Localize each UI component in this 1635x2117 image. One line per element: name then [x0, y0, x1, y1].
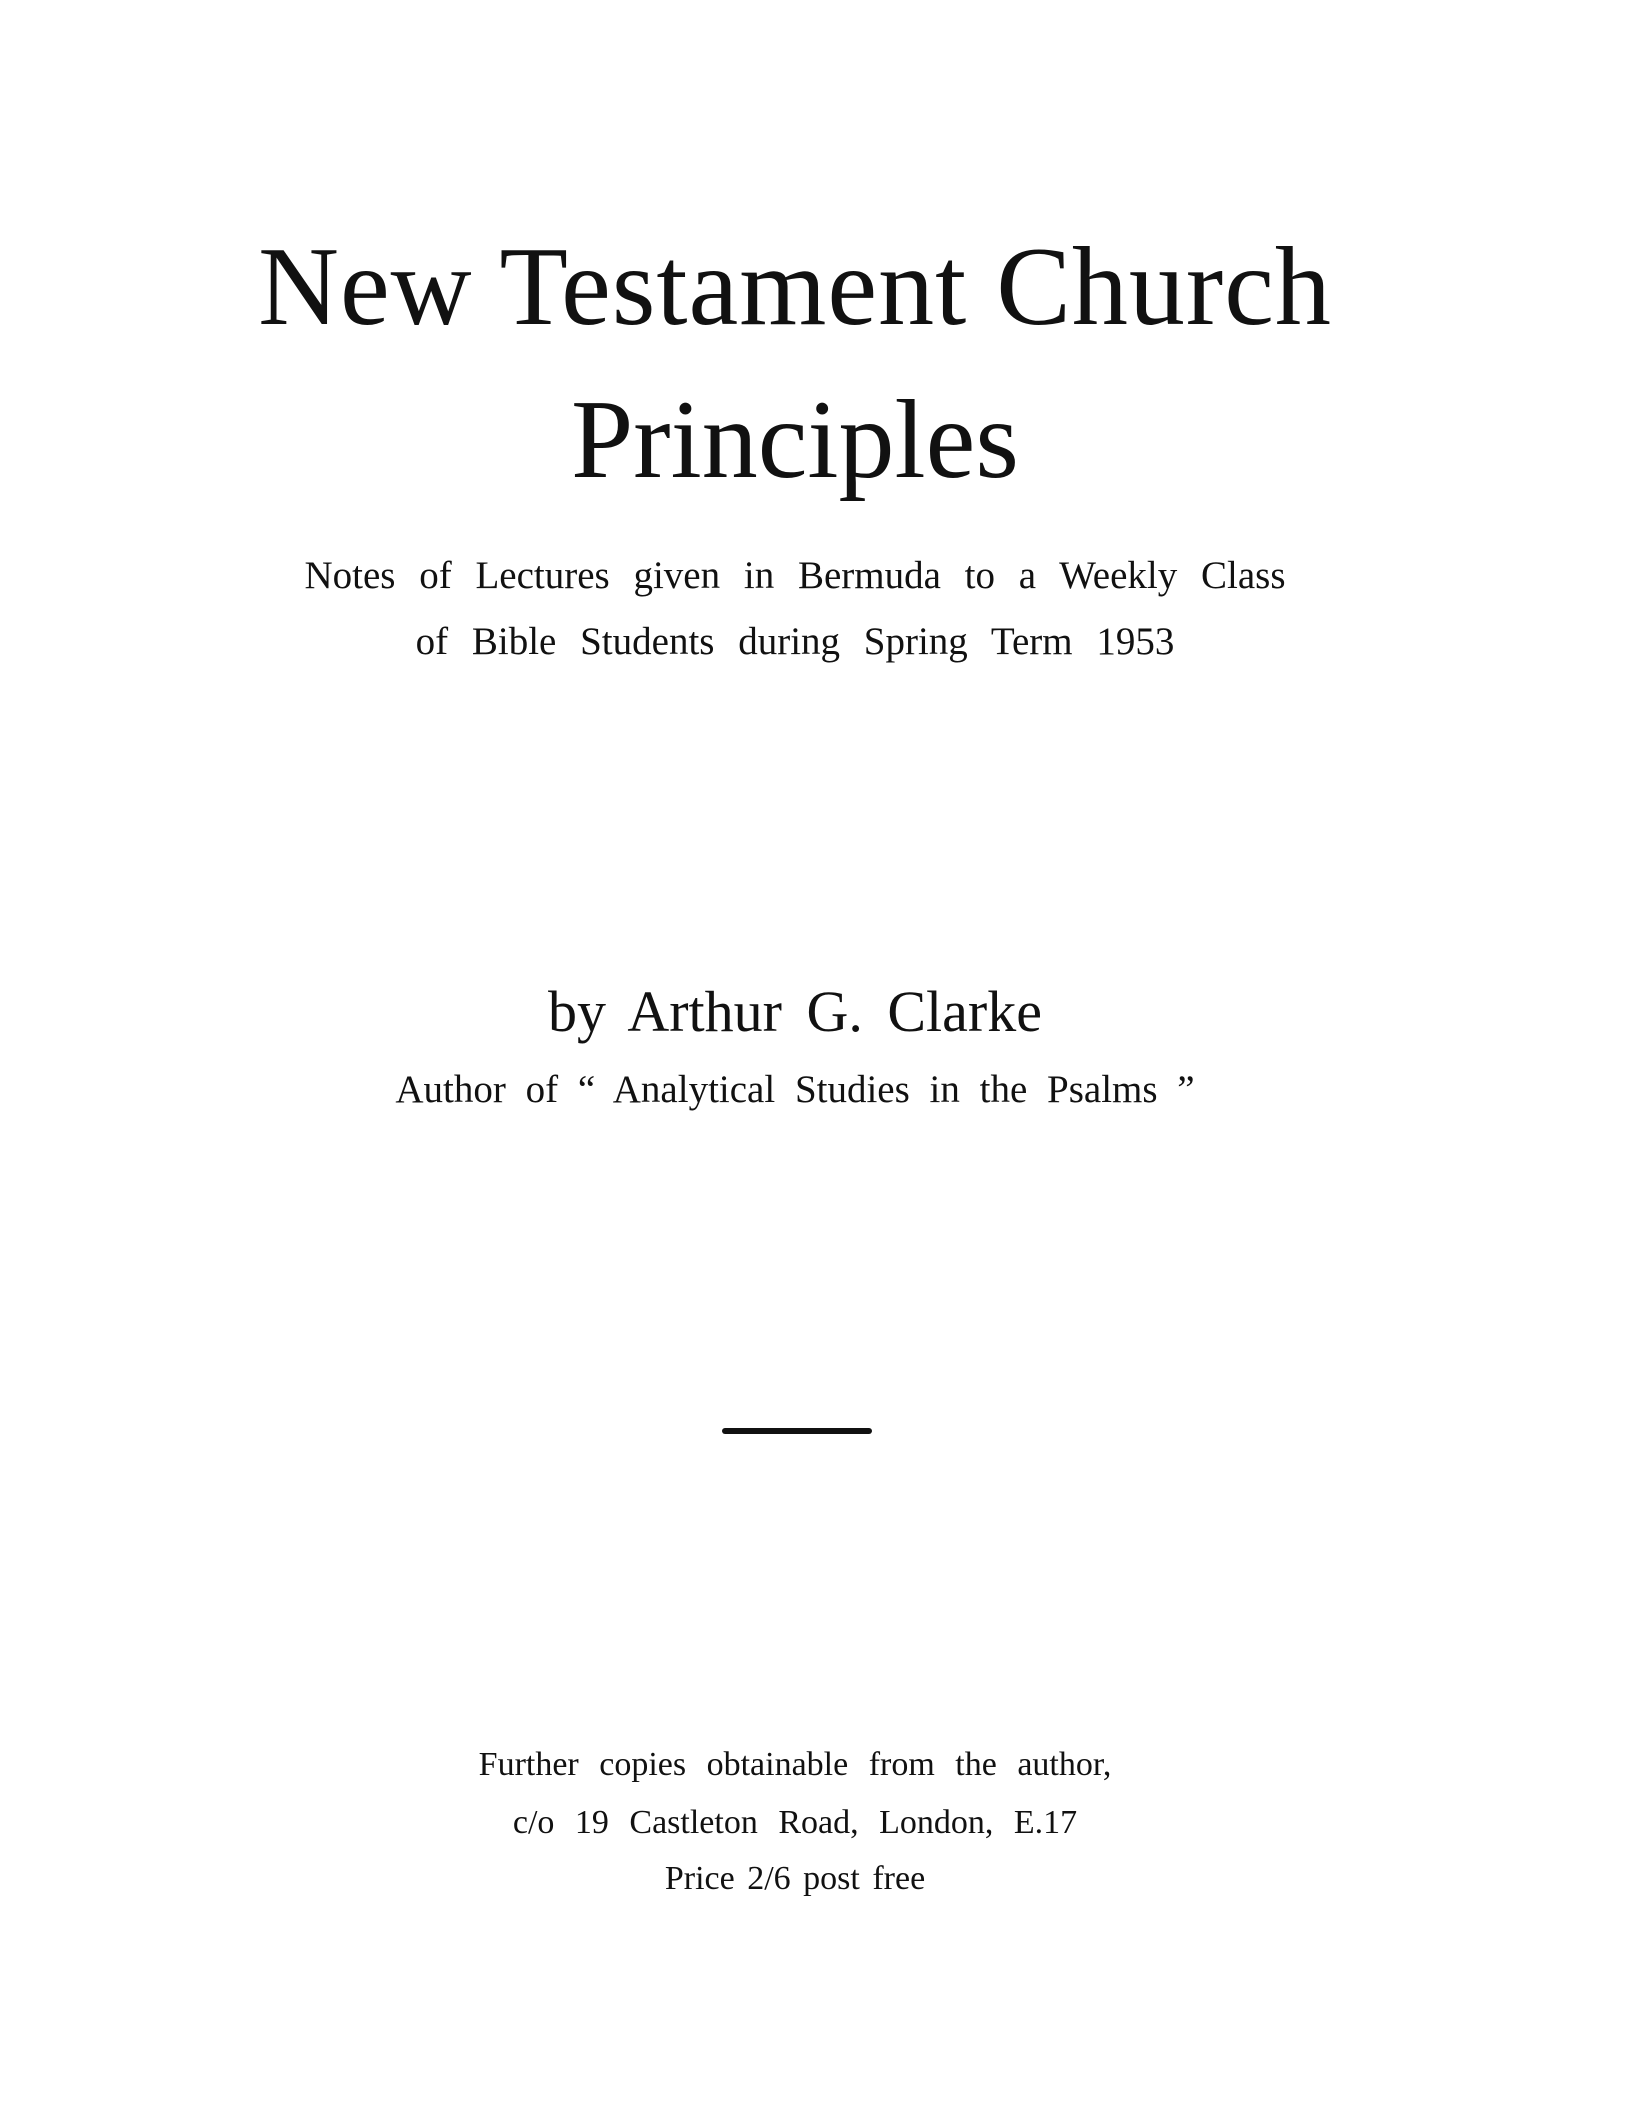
author-byline: by Arthur G. Clarke — [548, 979, 1042, 1044]
author-credits: Author of “ Analytical Studies in the Psalms ” — [395, 1068, 1195, 1111]
divider-rule — [722, 1428, 872, 1434]
footer-price: Price 2/6 post free — [664, 1860, 926, 1897]
footer-address: c/o 19 Castleton Road, London, E.17 — [512, 1804, 1078, 1841]
subtitle-line-1: Notes of Lectures given in Bermuda to a Weekly Class — [304, 554, 1286, 597]
title-line-2: Principles — [571, 378, 1019, 502]
footer-line-1: Further copies obtainable from the author, — [478, 1746, 1112, 1783]
subtitle-line-2: of Bible Students during Spring Term 1953 — [415, 620, 1175, 663]
title-line-1: New Testament Church — [258, 225, 1332, 349]
